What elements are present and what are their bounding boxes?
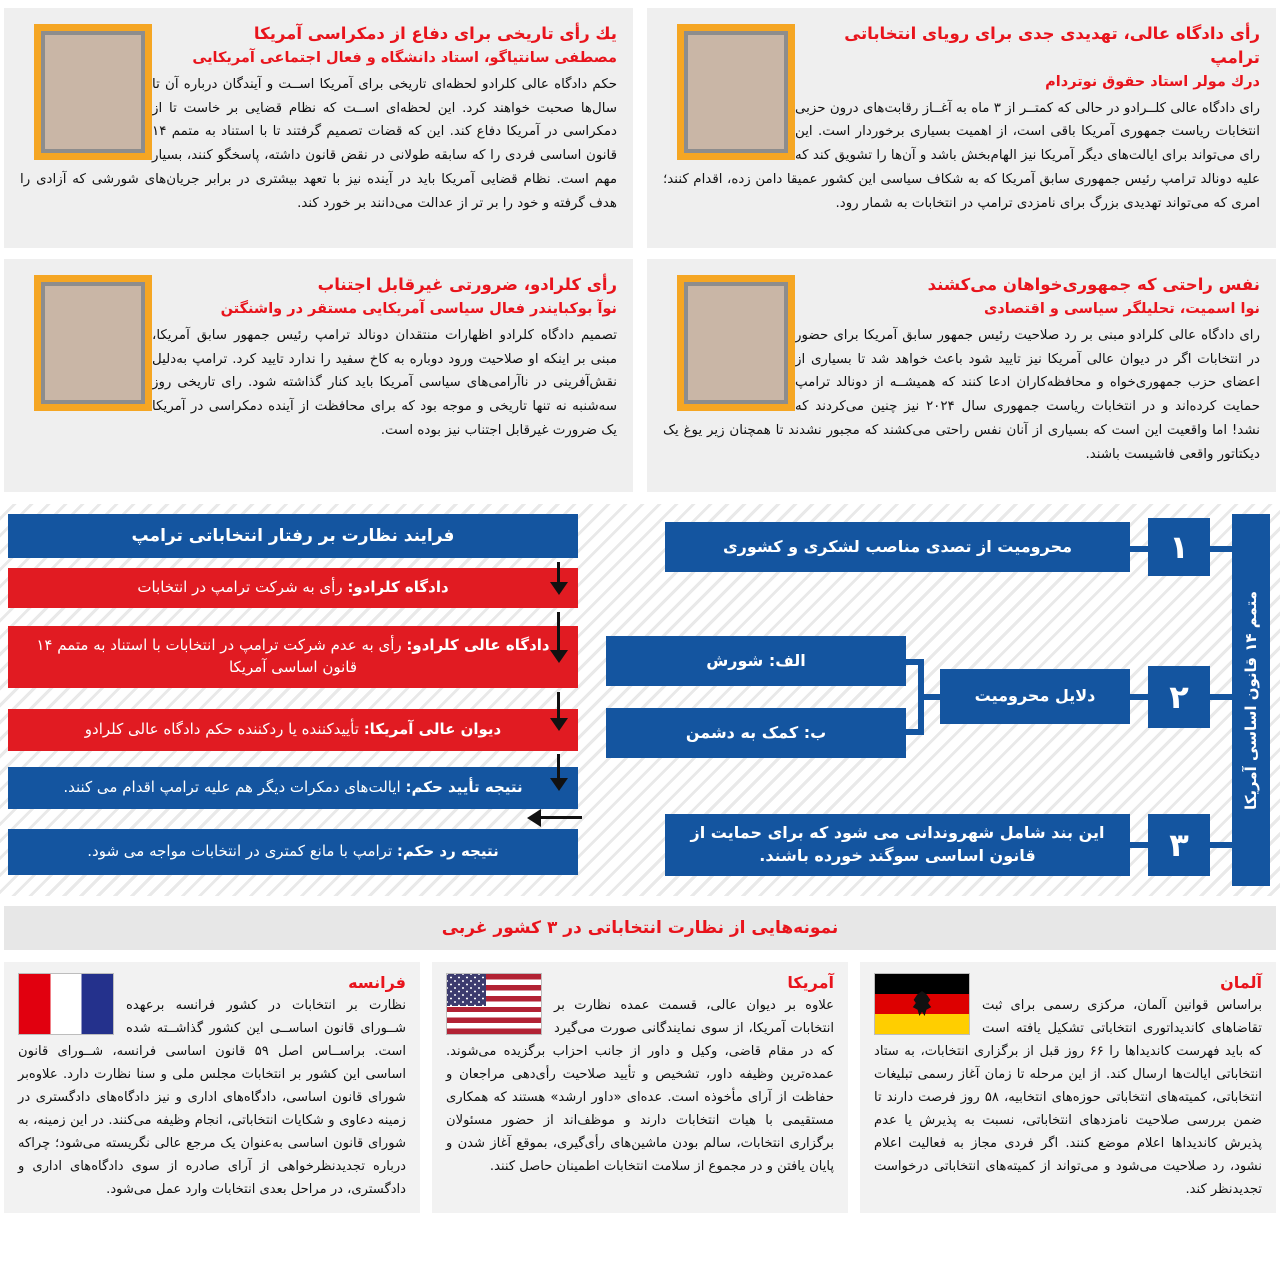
connector-branch-a <box>906 659 918 665</box>
flow-step-1-rest: رأی به شرکت ترامپ در انتخابات <box>137 578 348 597</box>
amendment-reason-b: ب: کمک به دشمن <box>606 708 906 758</box>
country-body-germany: براساس قوانین آلمان، مرکزی رسمی برای ثبت تقاضاهای کاندیداتوری انتخاباتی تشکیل یافته است که باید فهرست کاندیداها را ۶۶ روز قبل از برگزاری انتخابات، به ستاد انتخاباتی ایالت‌ها ارسال کند. از این مرحله تا زمان آغاز رسمی تبلیغات انتخاباتی، کمیته‌های انتخاباتی حوزه‌های انتخابیه، ۵۸ روز فرصت دارند تا ضمن بررسی صلاحیت نامزدهای انتخاباتی، نسبت به پذیرش یا عدم پذیرش کاندیداها اعلام موضع کنند. اگر فردی مجاز به فعالیت اعلام نشود، رد صلاحیت می‌شود و می‌تواند از کمیته‌های انتخاباتی درخواست تجدیدنظر کند. <box>874 998 1262 1198</box>
opinion-card-2 <box>647 8 1276 248</box>
amendment-reason-a: الف: شورش <box>606 636 906 686</box>
countries-row <box>0 950 1280 1213</box>
amendment-spine-label: متمم ۱۴ قانون اساسی آمریکا <box>1242 590 1260 810</box>
portrait-noah-smith <box>677 275 795 411</box>
card-author: درك مولر استاد حقوق نوتردام <box>1045 73 1260 90</box>
flow-arrow-4-stem <box>557 754 560 780</box>
flow-step-3-rest: تأییدکننده یا ردکننده حکم دادگاه عالی کلرادو <box>84 720 364 739</box>
connector-branch-vertical <box>918 659 924 735</box>
flag-germany-icon <box>874 973 970 1035</box>
card-body: تصمیم دادگاه کلرادو اظهارات منتقدان دونالد ترامپ رئیس جمهور سابق آمریکا، مبنی بر اینکه او صلاحیت ورود دوباره به کاخ سفید را ندارد تایید کرد. ترامپ به‌دلیل نقش‌آفرینی در ناآرامی‌های سیاسی آمریکا باید کنار گذاشته شود. رای تاریخی روز سه‌شنبه نه تنها تاریخی و موجه بود که برای محافظت از آینده دمکراسی در آمریکا یک ضرورت غیرقابل اجتناب نیز بوده است. <box>152 327 617 439</box>
countries-section-header <box>4 906 1276 950</box>
card-title: رأی کلرادو، ضرورتی غیرقابل اجتناب <box>317 275 617 294</box>
country-body-france: نظارت بر انتخابات در کشور فرانسه برعهده شــورای قانون اساســی این کشور گذاشــته شده است. براســاس اصل ۵۹ قانون اساسی فرانسه، شــورای قانون اساسی این کشور بر انتخابات مجلس ملی و سنا نظارت دارد. علاوه‌بر شورای قانون اساسی، دادگاه‌های اداری و نیز دادگاه‌های دادگستری در زمینه دعاوی و شکایات انتخاباتی، انجام وظیفه می‌کنند. در این زمینه، به شورای قانون اساسی به‌عنوان یک مرجع عالی نگریسته می‌شود؛ چراکه درباره تجدیدنظرخواهی از آرای صادره از سوی دادگاه‌های اداری و دادگستری، در مراحل بعدی انتخابات وارد عمل می‌شود. <box>18 998 406 1198</box>
flow-step-5-lead: نتیجه رد حکم: <box>396 842 499 861</box>
connector-2-content <box>1130 694 1148 700</box>
portrait-mostafa-santiago <box>34 24 152 160</box>
connector-spine-3 <box>1210 842 1232 848</box>
flow-arrow-5-stem <box>540 816 582 819</box>
amendment-and-process-diagram <box>0 504 1280 896</box>
connector-3-content <box>1130 842 1148 848</box>
flow-step-2-lead: دادگاه عالی کلرادو: <box>406 636 550 655</box>
flow-title: فرایند نظارت بر رفتار انتخاباتی ترامپ <box>8 514 578 558</box>
card-author: نوآ بوکبایندر فعال سیاسی آمریکایی مستقر در واشنگتن <box>220 300 617 317</box>
flow-step-1-lead: دادگاه کلرادو: <box>347 578 449 597</box>
flow-arrow-1-head <box>550 582 568 595</box>
connector-spine-1 <box>1210 546 1232 552</box>
flow-step-3 <box>8 709 578 751</box>
opinion-cards-row-2 <box>0 259 1280 492</box>
country-name-france: فرانسه <box>348 973 406 992</box>
number-box-3: ۳ <box>1148 814 1210 876</box>
card-body: رای دادگاه عالی کلــرادو در حالی که کمتــر از ۳ ماه به آغــاز رقابت‌های درون حزبی انتخابات ریاست جمهوری آمریکا باقی است، از اهمیت بسیاری برخوردار است. این رای می‌تواند برای ایالت‌های دیگر آمریکا نیز الهام‌بخش باشد و آن‌ها را تشویق کند که علیه دونالد ترامپ رئیس جمهوری سابق آمریکا که به شکاف سیاسی این کشور عمیقا دامن زده، اقدام کنند؛ امری که می‌تواند تهدیدی بزرگ برای نامزدی ترامپ در انتخابات به شمار رود. <box>663 100 1260 212</box>
amendment-item-1: محرومیت از تصدی مناصب لشکری و کشوری <box>665 522 1130 572</box>
card-body: رای دادگاه عالی کلرادو مبنی بر رد صلاحیت رئیس جمهور سابق آمریکا برای حضور در انتخابات اگر در دیوان عالی آمریکا نیز تایید شود باعث خواهد شد تا بسیاری از اعضای حزب جمهوری‌خواه و محافظه‌کاران ادعا کنند که همیشــه از دونالد ترامپ حمایت کرده‌اند و در انتخابات ریاست جمهوری سال ۲۰۲۴ نیز چنین می‌کردند که نشد! اما واقعیت این است که بسیاری از آنان نفس راحتی می‌کشند که مجبور نشدند تا همچنان زیر یوغ یک دیکتاتور واقعی فاشیست باشند. <box>663 327 1260 462</box>
flow-arrow-2-stem <box>557 612 560 652</box>
portrait-noah-bookbinder <box>34 275 152 411</box>
card-author: نوا اسمیت، تحلیلگر سیاسی و اقتصادی <box>984 300 1260 317</box>
flow-step-2-rest: رأی به عدم شرکت ترامپ در انتخابات با استناد به متمم ۱۴ قانون اساسی آمریکا <box>36 636 407 676</box>
flow-step-4-rest: ایالت‌های دمکرات دیگر هم علیه ترامپ اقدام می کنند. <box>63 778 406 797</box>
card-author: مصطفی سانتیاگو، استاد دانشگاه و فعال اجتماعی آمریکایی <box>192 49 617 66</box>
flow-step-4 <box>8 767 578 809</box>
countries-section-title: نمونه‌هایی از نظارت انتخاباتی در ۳ کشور غربی <box>441 918 839 938</box>
card-body: حکم دادگاه عالی کلرادو لحظه‌ای تاریخی برای آمریکا اســت و آیندگان درباره آن تا سال‌ها صحبت خواهند کرد. این لحظه‌ای اســت که نظام قضایی بر خاست تا از دمکراسی در آمریکا دفاع کند. این که قضات تصمیم گرفتند تا با استناد به متمم ۱۴ قانون اساسی فردی را که سابقه طولانی در نقض قانون داشته، پاسخگو کنند، بسیار مهم است. نظام قضایی آمریکا باید در آینده نیز با تعهد بیشتری در برابر جریان‌های شورشی که آزادی را هدف گرفته و خود را بر تر از عدالت می‌دانند بر خورد کند. <box>20 76 617 211</box>
opinion-card-4 <box>647 259 1276 492</box>
country-card-germany <box>860 962 1276 1213</box>
flag-usa-icon <box>446 973 542 1035</box>
flow-step-5-rest: ترامپ با مانع کمتری در انتخابات مواجه می شود. <box>87 842 397 861</box>
country-name-germany: آلمان <box>1220 973 1262 992</box>
number-box-2: ۲ <box>1148 666 1210 728</box>
connector-branch-b <box>906 729 918 735</box>
country-card-usa <box>432 962 848 1213</box>
amendment-item-2: دلایل محرومیت <box>940 669 1130 724</box>
flow-step-3-lead: دیوان عالی آمریکا: <box>363 720 502 739</box>
opinion-card-1 <box>4 8 633 248</box>
opinion-cards-area <box>0 8 1280 492</box>
flow-step-5 <box>8 829 578 875</box>
card-title: رأی دادگاه عالی، تهدیدی جدی برای رویای انتخاباتی ترامپ <box>844 24 1260 67</box>
card-title: نفس راحتی که جمهوری‌خواهان می‌کشند <box>927 275 1260 294</box>
flow-arrow-3-head <box>550 718 568 731</box>
flow-step-2 <box>8 626 578 688</box>
opinion-card-3 <box>4 259 633 492</box>
opinion-cards-row-1 <box>0 8 1280 248</box>
amendment-spine <box>1232 514 1270 886</box>
flow-arrow-3-stem <box>557 692 560 720</box>
connector-spine-2 <box>1210 694 1232 700</box>
flag-france-icon <box>18 973 114 1035</box>
country-card-france <box>4 962 420 1213</box>
country-body-usa: علاوه بر دیوان عالی، قسمت عمده نظارت بر انتخابات آمریکا، از سوی نمایندگانی صورت می‌گیرد که در مقام قاضی، وکیل و داور از جانب احزاب برگزیده می‌شوند. عمده‌ترین وظیفه داور، تشخیص و تأیید صلاحیت رأی‌دهی مراجعان و حفاظت از آرای مأخوذه است. عده‌ای «داور ارشد» هستند که همکاری مستقیمی با هیات انتخابات دارند و موظف‌اند از حضور مسئولان برگزاری انتخابات، سالم بودن ماشین‌های رأی‌گیری، بموقع آغاز شدن و پایان یافتن و در مجموع از سلامت انتخابات اطمینان حاصل کنند. <box>446 998 834 1175</box>
flow-step-4-lead: نتیجه تأیید حکم: <box>405 778 523 797</box>
card-title: یك رأی تاریخی برای دفاع از دمکراسی آمریکا <box>253 24 617 43</box>
flow-arrow-2-head <box>550 650 568 663</box>
number-box-1: ۱ <box>1148 518 1210 576</box>
flow-arrow-1-stem <box>557 562 560 584</box>
country-name-usa: آمریکا <box>787 973 834 992</box>
flow-arrow-4-head <box>550 778 568 791</box>
connector-1-content <box>1130 546 1148 552</box>
flow-step-1 <box>8 568 578 608</box>
flow-arrow-5-head <box>527 809 541 827</box>
portrait-derek-muller <box>677 24 795 160</box>
amendment-item-3: این بند شامل شهروندانی می شود که برای حمایت از قانون اساسی سوگند خورده باشند. <box>665 814 1130 876</box>
